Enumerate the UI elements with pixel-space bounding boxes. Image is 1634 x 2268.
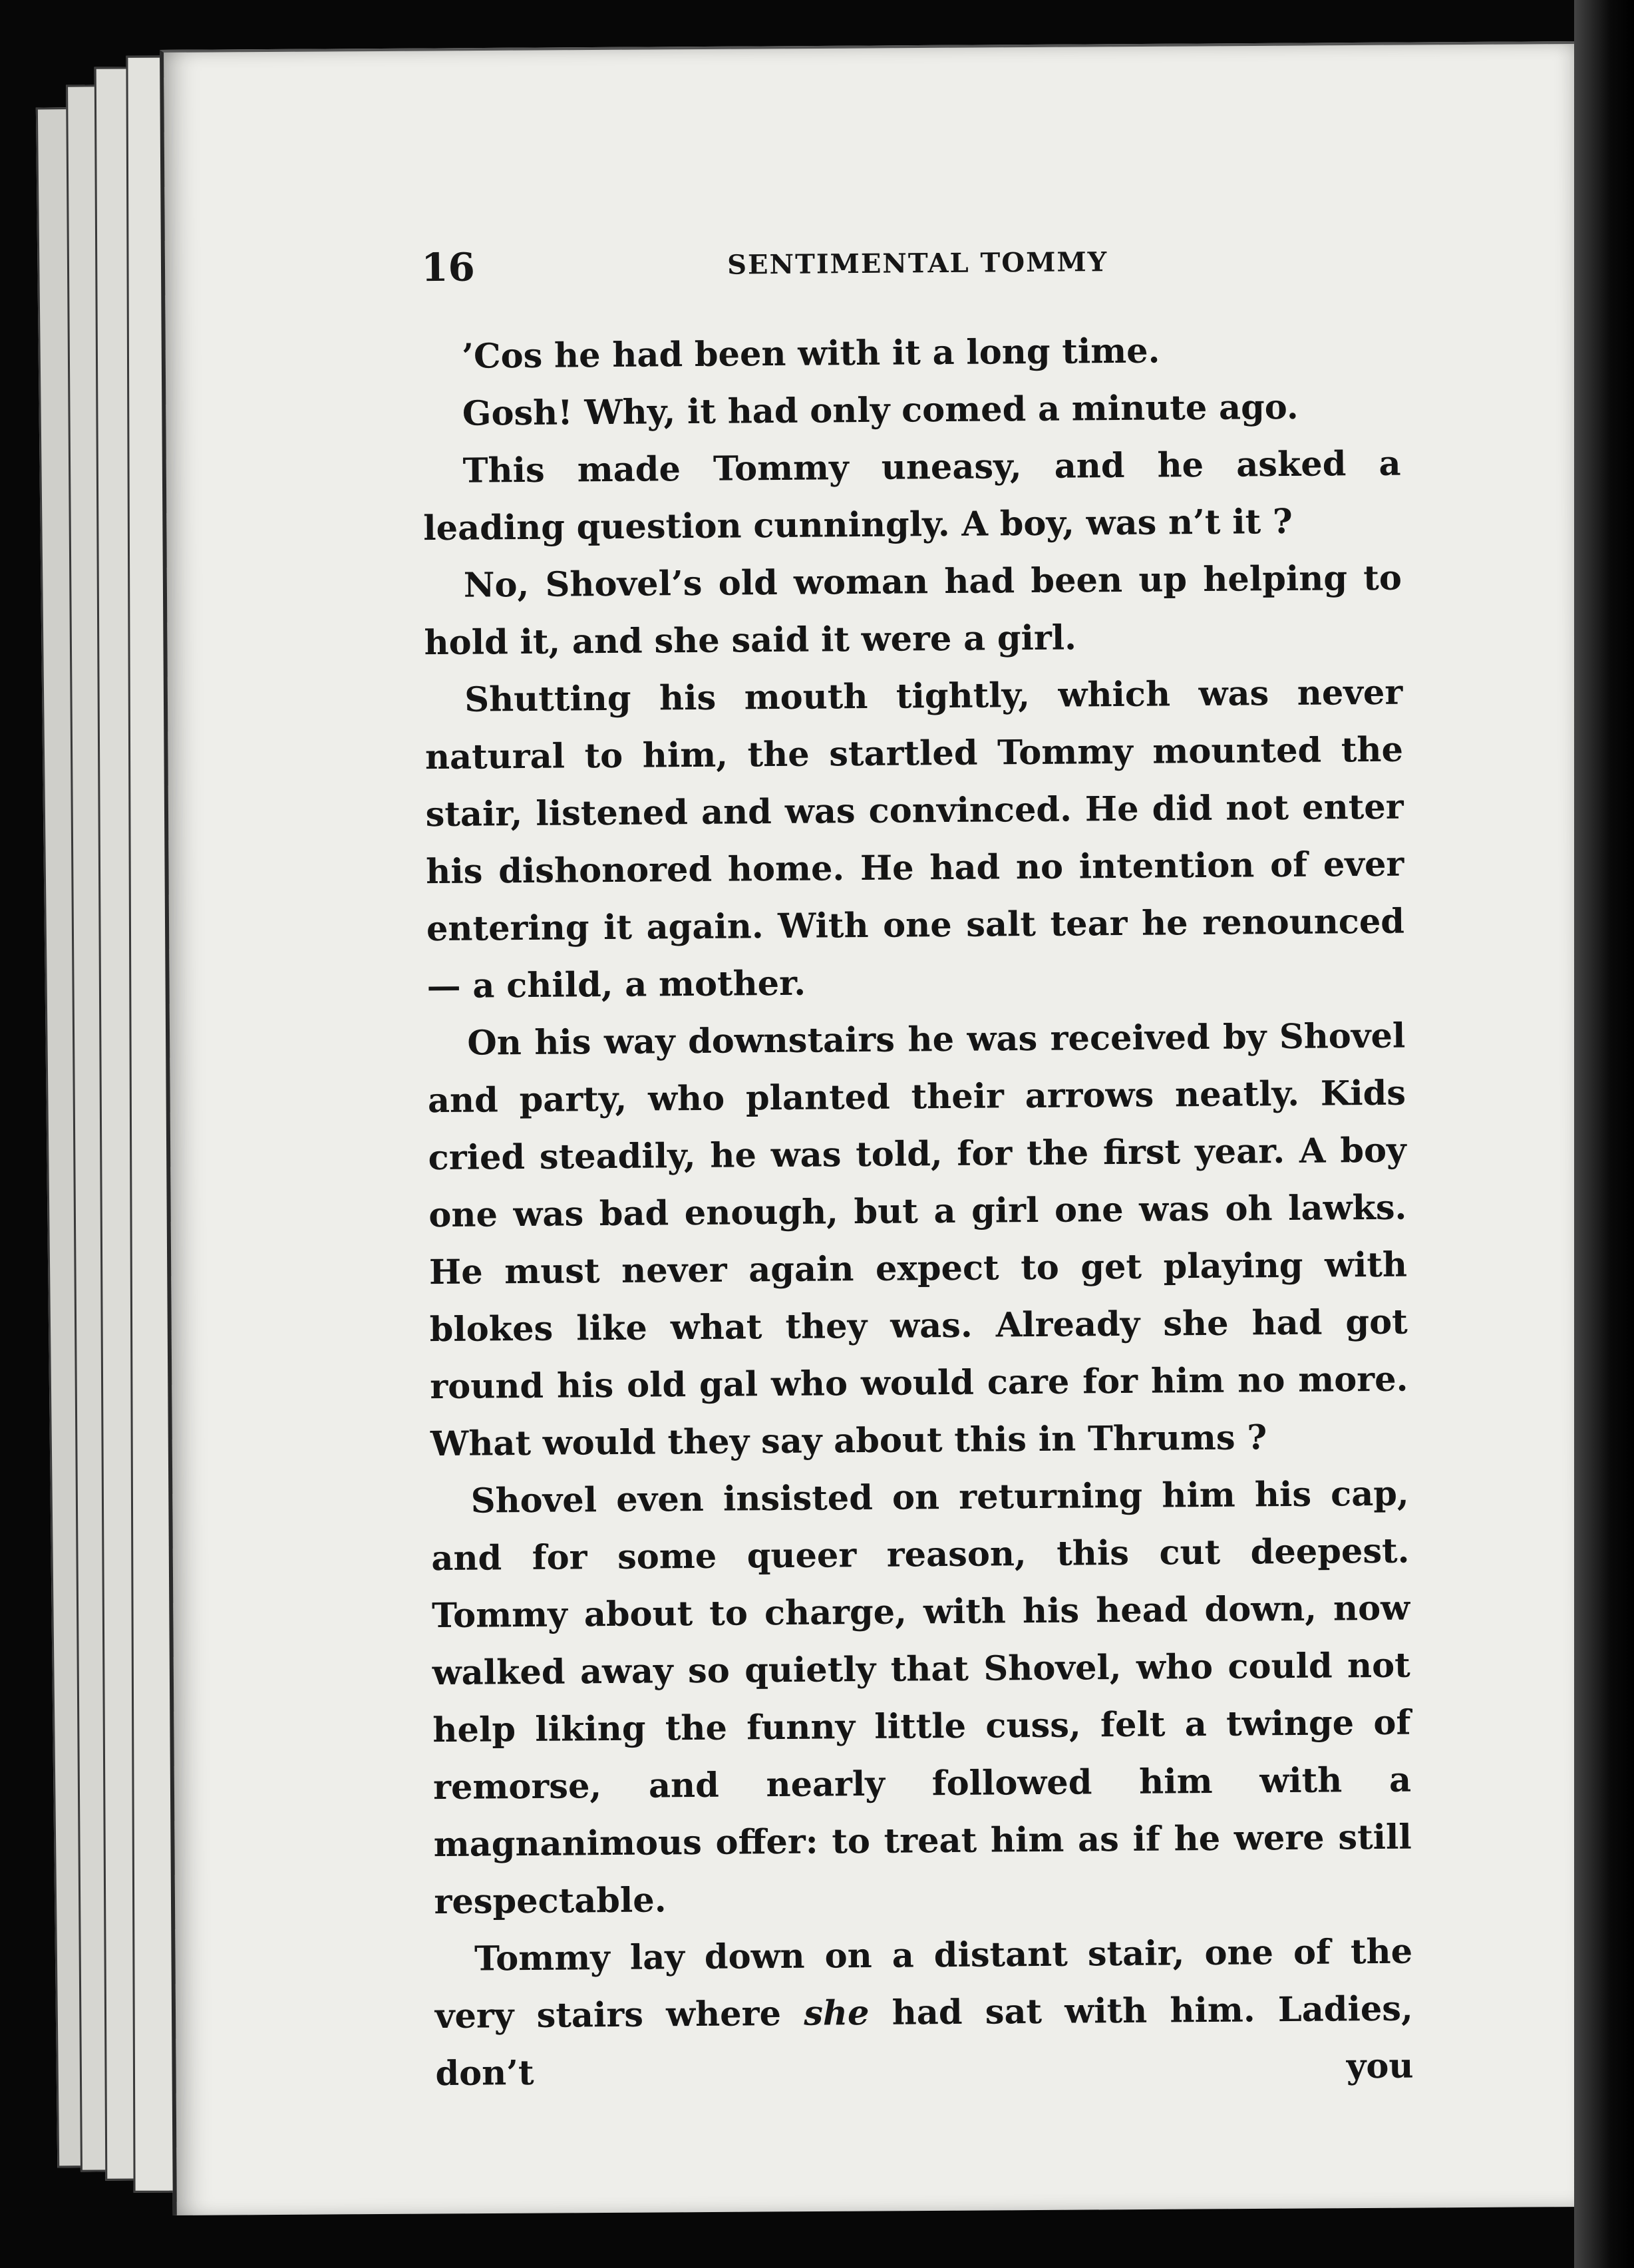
paragraph-text: had sat with him. Ladies, don’t you bbox=[435, 1988, 1414, 2094]
body-text bbox=[422, 321, 1414, 2102]
paragraph: No, Shovel’s old woman had been up helping to hold it, and she said it were a girl. bbox=[424, 558, 1402, 663]
paragraph: Gosh! Why, it had only comed a minute ago. bbox=[462, 387, 1299, 434]
italic-word: she bbox=[803, 1992, 870, 2034]
running-head bbox=[421, 238, 1400, 299]
paragraph: This made Tommy uneasy, and he asked a leading question cunningly. A boy, was n’t it ? bbox=[423, 443, 1401, 549]
paragraph: On his way downstairs he was received by Shovel and party, who planted their arrows neatly. Kids cried steadily, he was told, for the first year. A boy one was bad enough, but a girl one was oh lawks. He must never again expect to get playing with blokes like what they was. Already she had got round his old gal who would care for him no more. What would they say about this in Thrums ? bbox=[427, 1016, 1408, 1465]
binding-shadow bbox=[1574, 0, 1634, 2268]
paragraph: Shovel even insisted on returning him his cap, and for some queer reason, this cut deepest. Tommy about to charge, with his head down, now walked away so quietly that Shovel, who could not help liking the funny little cuss, felt a twinge of remorse, and nearly followed him with a magnanimous offer: to treat him as if he were still respectable. bbox=[431, 1473, 1412, 1923]
paragraph: Shutting his mouth tightly, which was never natural to him, the startled Tommy mounted the stair, listened and was convinced. He did not enter his dishonored home. He had no intention of ever entering it again. With one salt tear he renounced — a child, a mother. bbox=[424, 672, 1405, 1007]
running-title: SENTIMENTAL TOMMY bbox=[727, 246, 1108, 281]
paragraph bbox=[434, 1923, 1414, 2103]
paragraph-text: Tommy lay down on a distant stair, one of the very stairs where bbox=[434, 1931, 1413, 2037]
paragraph: ’Cos he had been with it a long time. bbox=[461, 331, 1160, 377]
page-number: 16 bbox=[420, 244, 476, 291]
